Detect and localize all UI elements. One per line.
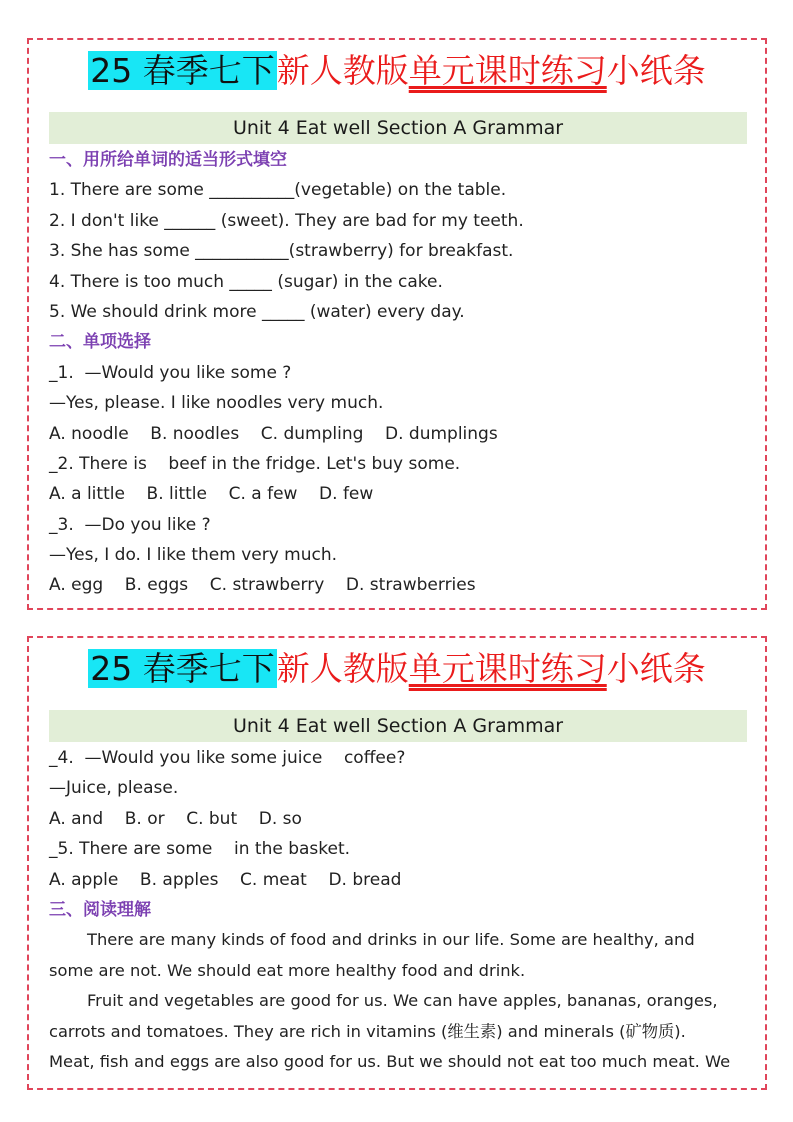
question-line: 2. I don't like ______ (sweet). They are bad for my teeth. <box>49 210 524 231</box>
worksheet-title <box>29 48 765 94</box>
title-publisher: 新人教版 <box>276 51 409 90</box>
question-line: 1. There are some __________(vegetable) on the table. <box>49 180 507 201</box>
worksheet-card-2 <box>27 636 767 1090</box>
options-line: A. noodle B. noodles C. dumpling D. dumplings <box>49 423 498 444</box>
title-highlight: 25 春季七下 <box>90 51 275 90</box>
question-line: _5. There are some in the basket. <box>49 839 351 860</box>
options-line: A. and B. or C. but D. so <box>49 808 302 829</box>
question-line: —Juice, please. <box>49 778 179 799</box>
unit-subtitle: Unit 4 Eat well Section A Grammar <box>49 710 747 742</box>
worksheet-card-1 <box>27 38 767 610</box>
reading-paragraph-line: Fruit and vegetables are good for us. We can have apples, bananas, oranges, <box>87 991 718 1011</box>
question-line: 4. There is too much _____ (sugar) in the cake. <box>49 271 443 292</box>
section-heading-reading: 三、阅读理解 <box>49 899 151 920</box>
card-1-content <box>49 145 754 601</box>
question-line: _4. —Would you like some juice coffee? <box>49 748 406 768</box>
title-underlined: 单元课时练习 <box>408 649 607 688</box>
options-line: A. a little B. little C. a few D. few <box>49 484 374 505</box>
worksheet-title <box>29 646 765 692</box>
question-line: —Yes, I do. I like them very much. <box>49 545 338 566</box>
reading-paragraph-line: There are many kinds of food and drinks in our life. Some are healthy, and <box>87 930 695 950</box>
options-line: A. apple B. apples C. meat D. bread <box>49 869 402 890</box>
question-line: 3. She has some ___________(strawberry) for breakfast. <box>49 241 514 262</box>
card-2-content <box>49 743 754 1077</box>
section-heading-fill-in: 一、用所给单词的适当形式填空 <box>49 150 287 170</box>
title-highlight: 25 春季七下 <box>90 649 275 688</box>
reading-paragraph-line: some are not. We should eat more healthy food and drink. <box>49 960 526 980</box>
question-line: _2. There is beef in the fridge. Let's buy some. <box>49 453 461 474</box>
title-underlined: 单元课时练习 <box>408 51 607 90</box>
unit-subtitle: Unit 4 Eat well Section A Grammar <box>49 112 747 144</box>
title-publisher: 新人教版 <box>276 649 409 688</box>
reading-paragraph-line: Meat, fish and eggs are also good for us. But we should not eat too much meat. We <box>49 1051 731 1071</box>
section-heading-choice: 二、单项选择 <box>49 332 151 353</box>
question-line: —Yes, please. I like noodles very much. <box>49 393 384 414</box>
title-suffix: 小纸条 <box>606 51 706 90</box>
title-suffix: 小纸条 <box>606 649 706 688</box>
options-line: A. egg B. eggs C. strawberry D. strawberries <box>49 575 476 596</box>
question-line: _3. —Do you like ? <box>49 514 211 535</box>
question-line: _1. —Would you like some ? <box>49 362 292 383</box>
question-line: 5. We should drink more _____ (water) every day. <box>49 301 465 322</box>
reading-paragraph-line: carrots and tomatoes. They are rich in vitamins (维生素) and minerals (矿物质). <box>49 1021 686 1041</box>
